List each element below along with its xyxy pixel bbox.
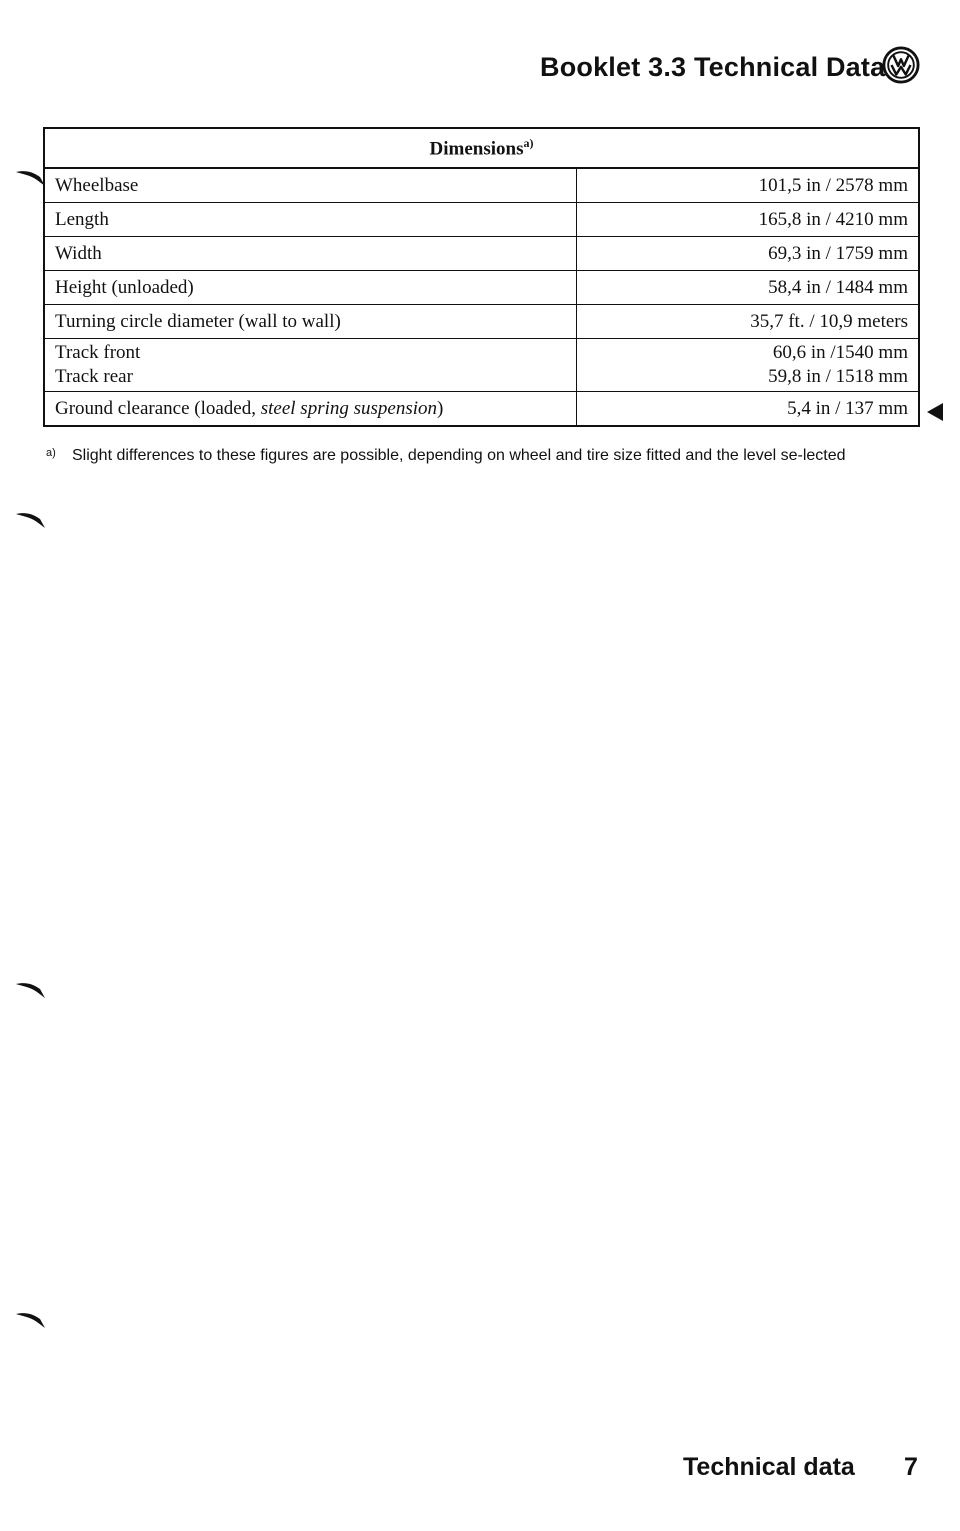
track-rear-label: Track rear (55, 366, 133, 387)
row-label: Ground clearance (loaded, steel spring suspension) (44, 392, 577, 427)
track-front-label: Track front (55, 342, 141, 363)
table-row (44, 203, 919, 237)
row-value: 101,5 in / 2578 mm (577, 168, 920, 203)
italic-suspension-text: steel spring suspension (260, 397, 438, 419)
page-number: 7 (904, 1453, 918, 1481)
table-row (44, 339, 919, 392)
footnote (46, 445, 906, 466)
dimensions-table (43, 127, 920, 427)
row-label: Width (44, 237, 577, 271)
row-value: 165,8 in / 4210 mm (577, 203, 920, 237)
row-label: Height (unloaded) (44, 271, 577, 305)
end-of-section-triangle-icon (927, 403, 943, 421)
table-row (44, 305, 919, 339)
row-value: 58,4 in / 1484 mm (577, 271, 920, 305)
track-rear-value: 59,8 in / 1518 mm (768, 366, 908, 387)
row-label: Length (44, 203, 577, 237)
margin-arrow-icon (14, 1310, 48, 1332)
row-label: Wheelbase (44, 168, 577, 203)
margin-arrow-icon (14, 980, 48, 1002)
footer-section-title: Technical data (683, 1453, 855, 1481)
track-front-value: 60,6 in /1540 mm (772, 342, 908, 363)
row-value: 35,7 ft. / 10,9 meters (577, 305, 920, 339)
table-row (44, 392, 919, 427)
table-title: Dimensions$^{a)}$ (44, 128, 919, 168)
vw-logo-icon (882, 46, 920, 84)
footnote-mark: a) (46, 447, 56, 459)
row-label (44, 339, 577, 392)
row-value (577, 339, 920, 392)
table-row (44, 168, 919, 203)
footnote-ref: a) (523, 135, 534, 150)
row-value: 5,4 in / 137 mm (577, 392, 920, 427)
footnote-text: Slight differences to these figures are possible, depending on wheel and tire size fitted and the level se-lected (72, 447, 846, 464)
margin-arrow-icon (14, 510, 48, 532)
row-label: Turning circle diameter (wall to wall) (44, 305, 577, 339)
table-header-row (44, 128, 919, 168)
row-value: 69,3 in / 1759 mm (577, 237, 920, 271)
table-row (44, 271, 919, 305)
page-header-title: Booklet 3.3 Technical Data (540, 52, 886, 82)
margin-arrow-icon (14, 168, 48, 190)
table-row (44, 237, 919, 271)
